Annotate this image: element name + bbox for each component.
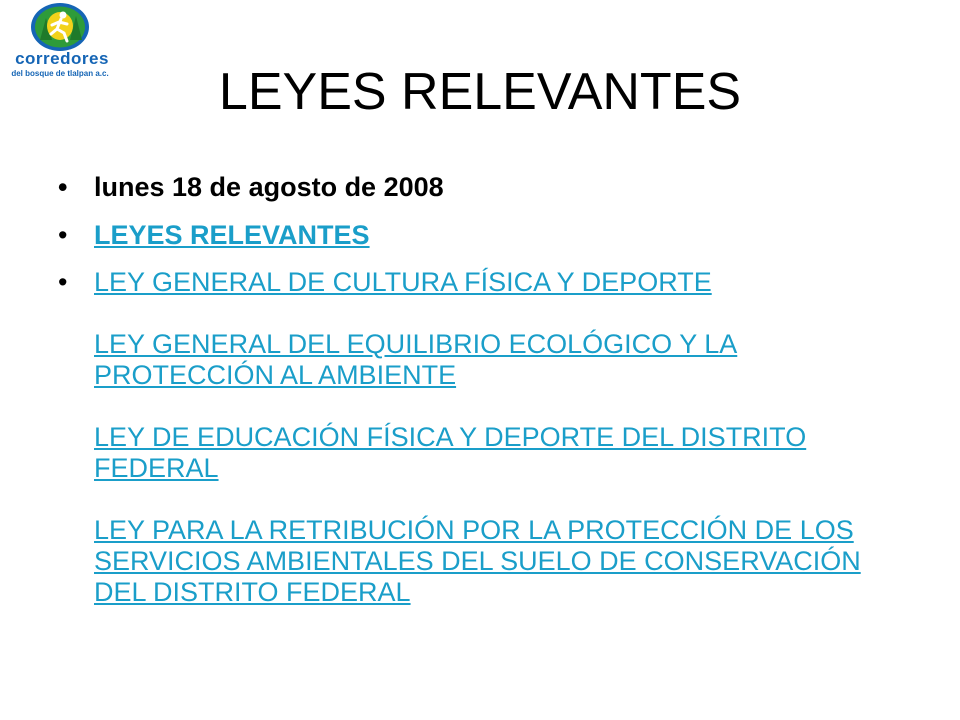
section-link[interactable]: LEYES RELEVANTES (94, 220, 370, 250)
law-link-educacion-fisica[interactable]: LEY DE EDUCACIÓN FÍSICA Y DEPORTE DEL DISTRITO FEDERAL (94, 422, 807, 483)
bullet-icon: • (58, 172, 68, 202)
logo-subtitle: del bosque de tlalpan a.c. (11, 69, 109, 78)
spacer (94, 391, 918, 422)
list-item-date (58, 172, 918, 203)
law-link-cultura-fisica[interactable]: LEY GENERAL DE CULTURA FÍSICA Y DEPORTE (94, 267, 712, 297)
logo-name: corredores (15, 49, 109, 68)
spacer (94, 484, 918, 515)
date-text: lunes 18 de agosto de 2008 (94, 172, 444, 202)
law-link-equilibrio-ecologico[interactable]: LEY GENERAL DEL EQUILIBRIO ECOLÓGICO Y LA PROTECCIÓN AL AMBIENTE (94, 329, 738, 390)
spacer (94, 298, 918, 329)
list-item-section (58, 220, 918, 251)
bullet-icon: • (58, 267, 68, 297)
list-item-laws (58, 267, 918, 608)
bullet-list (58, 172, 918, 608)
page-title: LEYES RELEVANTES (218, 63, 742, 121)
law-link-servicios-ambientales[interactable]: LEY PARA LA RETRIBUCIÓN POR LA PROTECCIÓN DE LOS SERVICIOS AMBIENTALES DEL SUELO DE CONSERVACIÓN DEL DISTRITO FEDERAL (94, 515, 861, 607)
bullet-icon: • (58, 220, 68, 250)
runners-logo-icon (30, 2, 90, 52)
